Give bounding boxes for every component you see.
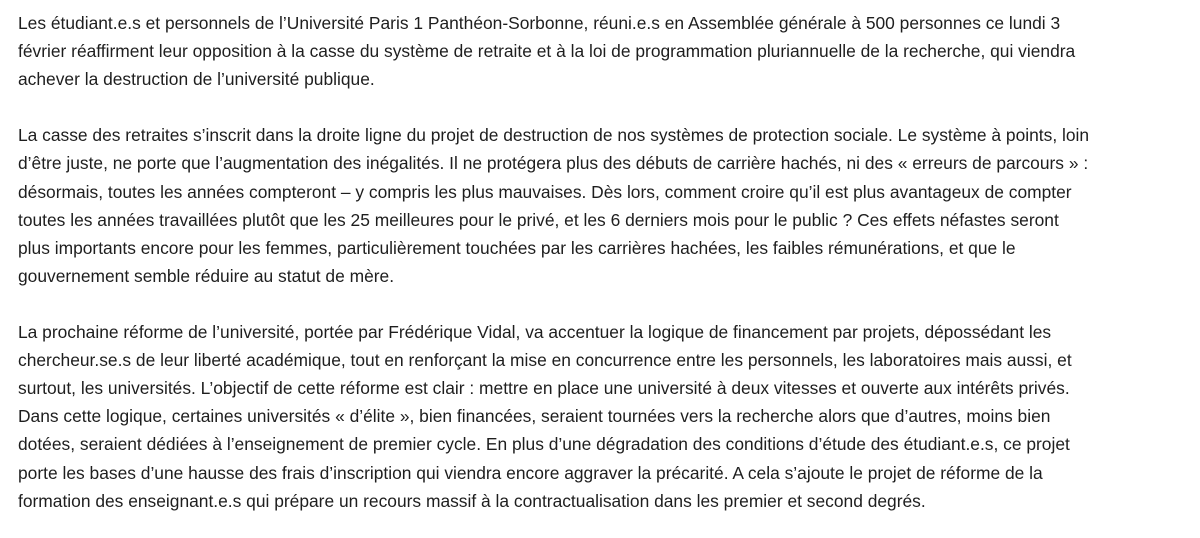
- paragraph-line: La prochaine réforme de l’université, portée par Frédérique Vidal, va accentuer la logique de financement par projets, dépossédant les: [18, 322, 1052, 343]
- paragraph-2: [18, 121, 1192, 290]
- paragraph-line: formation des enseignant.e.s qui prépare un recours massif à la contractualisation dans les premier et second degrés.: [18, 490, 926, 511]
- paragraph-line: La casse des retraites s’inscrit dans la droite ligne du projet de destruction de nos systèmes de protection sociale. Le système à points, loin: [18, 125, 1090, 146]
- paragraph-line: porte les bases d’une hausse des frais d’inscription qui viendra encore aggraver la précarité. A cela s’ajoute le projet de réforme de la: [18, 462, 1043, 483]
- paragraph-line: gouvernement semble réduire au statut de mère.: [18, 265, 395, 286]
- paragraph-line: dotées, seraient dédiées à l’enseignement de premier cycle. En plus d’une dégradation des conditions d’étude des étudiant.e.s, ce projet: [18, 434, 1070, 455]
- paragraph-line: d’être juste, ne porte que l’augmentation des inégalités. Il ne protégera plus des débuts de carrière hachés, ni des « erreurs de parcours » :: [18, 153, 1089, 174]
- paragraph-line: Dans cette logique, certaines universités « d’élite », bien financées, seraient tournées vers la recherche alors que d’autres, moins bien: [18, 406, 1051, 427]
- paragraph-line: désormais, toutes les années compteront – y compris les plus mauvaises. Dès lors, comment croire qu’il est plus avantageux de compter: [18, 181, 1072, 202]
- paragraph-1: [18, 9, 1192, 93]
- paragraph-line: surtout, les universités. L’objectif de cette réforme est clair : mettre en place une université à deux vitesses et ouverte aux intérêts privés.: [18, 378, 1070, 399]
- paragraph-line: février réaffirment leur opposition à la casse du système de retraite et à la loi de programmation pluriannuelle de la recherche, qui viendra: [18, 41, 1076, 62]
- paragraph-line: achever la destruction de l’université publique.: [18, 69, 375, 90]
- paragraph-3: [18, 318, 1192, 515]
- paragraph-line: Les étudiant.e.s et personnels de l’Université Paris 1 Panthéon-Sorbonne, réuni.e.s en Assemblée générale à 500 personnes ce lundi 3: [18, 13, 1061, 33]
- paragraph-line: chercheur.se.s de leur liberté académique, tout en renforçant la mise en concurrence entre les personnels, les laboratoires mais aussi, et: [18, 350, 1072, 371]
- paragraph-line: plus importants encore pour les femmes, particulièrement touchées par les carrières hachées, les faibles rémunérations, et que le: [18, 237, 1016, 258]
- paragraph-line: toutes les années travaillées plutôt que les 25 meilleures pour le privé, et les 6 derniers mois pour le public ? Ces effets néfastes seront: [18, 209, 1059, 230]
